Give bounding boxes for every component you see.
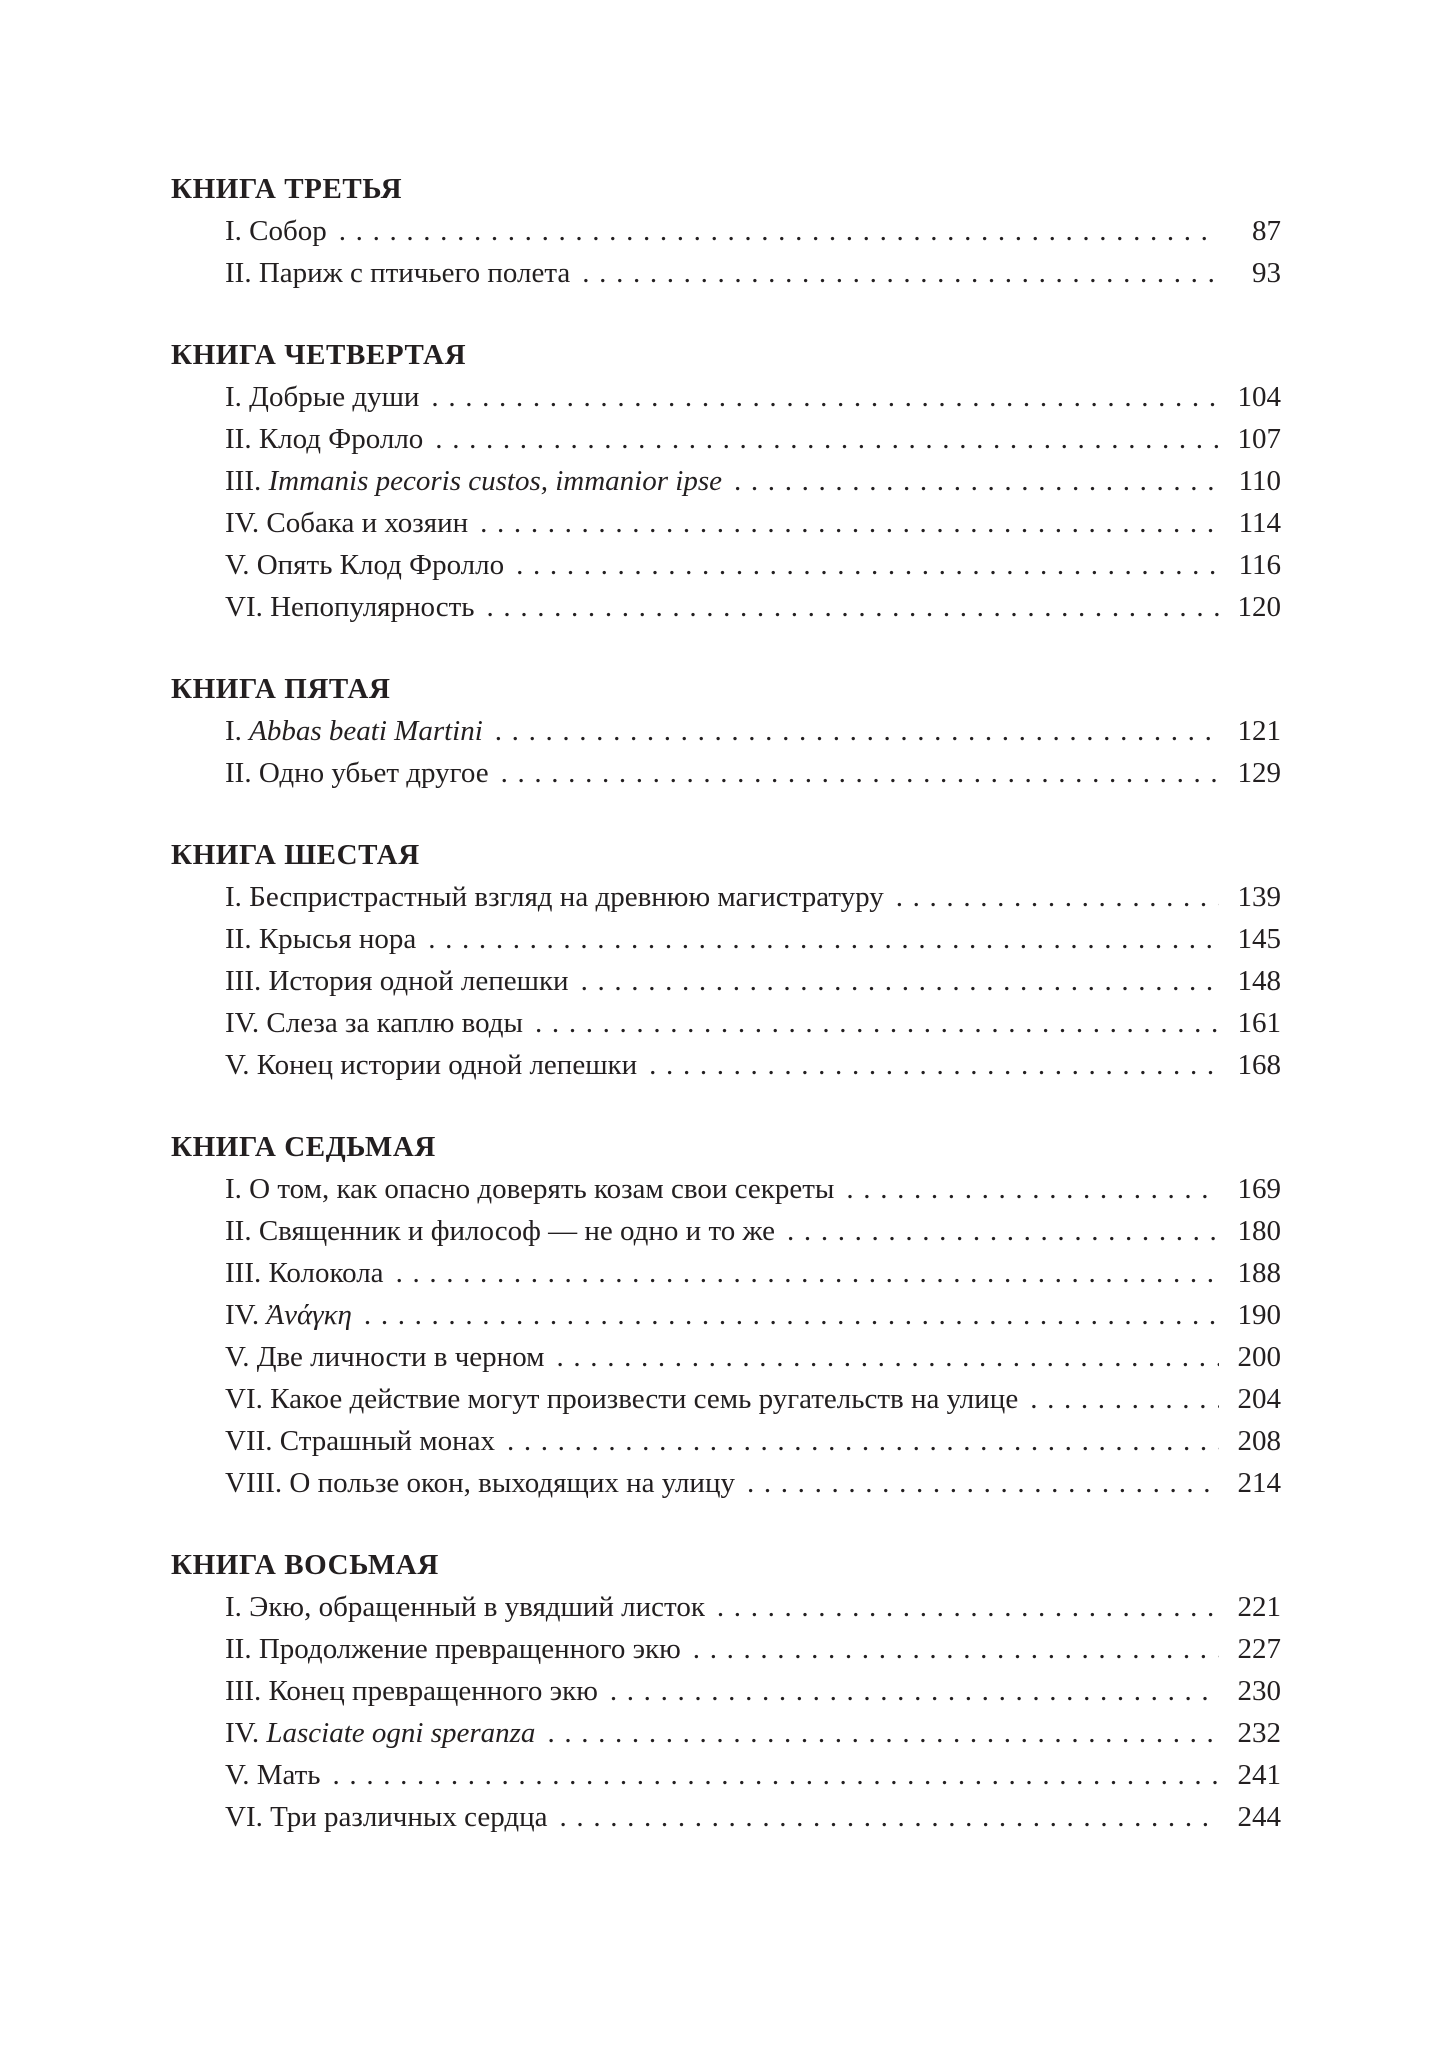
chapter-title: О том, как опасно доверять козам свои секреты: [249, 1173, 835, 1205]
toc-entry: [171, 1420, 1281, 1462]
page-number: 114: [1238, 507, 1281, 539]
page-number: 145: [1237, 923, 1281, 955]
toc-entry: [171, 960, 1281, 1002]
chapter-number: VI.: [225, 1801, 263, 1833]
chapter-number: IV.: [225, 1007, 260, 1039]
book-section: [171, 334, 1281, 628]
chapter-number: V.: [225, 1341, 250, 1373]
page-number: 87: [1252, 215, 1281, 247]
toc-entry: [171, 1670, 1281, 1712]
page-number: 244: [1237, 1801, 1281, 1833]
page-number: 121: [1237, 715, 1281, 747]
dot-leader: [364, 1294, 1219, 1336]
page-number: 116: [1238, 549, 1281, 581]
dot-leader: [339, 210, 1219, 252]
dot-leader: [1030, 1378, 1219, 1420]
chapter-title: Священник и философ — не одно и то же: [258, 1215, 776, 1247]
chapter-title: Мать: [256, 1759, 321, 1791]
chapter-title: Добрые души: [249, 381, 420, 413]
chapter-title: Собака и хозяин: [266, 507, 469, 539]
toc-entry: [171, 1796, 1281, 1838]
dot-leader: [435, 418, 1219, 460]
chapter-title: Клод Фролло: [258, 423, 424, 455]
toc-entry: [171, 502, 1281, 544]
dot-leader: [501, 752, 1219, 794]
chapter-number: IV.: [225, 1717, 260, 1749]
chapter-title: Слеза за каплю воды: [266, 1007, 524, 1039]
dot-leader: [560, 1796, 1219, 1838]
dot-leader: [431, 376, 1219, 418]
chapter-title: Экю, обращенный в увядший листок: [249, 1591, 705, 1623]
page-number: 148: [1237, 965, 1281, 997]
chapter-number: III.: [225, 965, 262, 997]
chapter-title: Конец истории одной лепешки: [256, 1049, 638, 1081]
chapter-title: Непопулярность: [270, 591, 475, 623]
page-number: 93: [1252, 257, 1281, 289]
chapter-number: II.: [225, 1215, 252, 1247]
toc-entry: [171, 418, 1281, 460]
chapter-title: Страшный монах: [279, 1425, 495, 1457]
dot-leader: [896, 876, 1219, 918]
page-number: 168: [1237, 1049, 1281, 1081]
book-title: КНИГА ШЕСТАЯ: [171, 839, 420, 871]
chapter-title: Крысья нора: [258, 923, 417, 955]
page-number: 180: [1237, 1215, 1281, 1247]
chapter-title: Три различных сердца: [270, 1801, 548, 1833]
chapter-title: Собор: [249, 215, 327, 247]
book-title: КНИГА ПЯТАЯ: [171, 673, 391, 705]
page-number: 169: [1237, 1173, 1281, 1205]
book-section: [171, 168, 1281, 294]
chapter-number: IV.: [225, 507, 260, 539]
page-number: 221: [1237, 1591, 1281, 1623]
book-section: [171, 1126, 1281, 1504]
chapter-number: II.: [225, 1633, 252, 1665]
dot-leader: [747, 1462, 1219, 1504]
page-number: 129: [1237, 757, 1281, 789]
chapter-title: Продолжение превращенного экю: [258, 1633, 681, 1665]
toc-entry: [171, 544, 1281, 586]
chapter-title: Конец превращенного экю: [268, 1675, 598, 1707]
page-number: 139: [1237, 881, 1281, 913]
book-title: КНИГА ЧЕТВЕРТАЯ: [171, 339, 467, 371]
toc-entry: [171, 1712, 1281, 1754]
toc-entry: [171, 1168, 1281, 1210]
toc-entry: [171, 1754, 1281, 1796]
dot-leader: [480, 502, 1219, 544]
page-number: 230: [1237, 1675, 1281, 1707]
dot-leader: [787, 1210, 1219, 1252]
toc-entry: [171, 1628, 1281, 1670]
chapter-number: II.: [225, 757, 252, 789]
toc-entry: [171, 1378, 1281, 1420]
dot-leader: [846, 1168, 1219, 1210]
chapter-number: VI.: [225, 591, 263, 623]
chapter-title: Опять Клод Фролло: [256, 549, 505, 581]
chapter-number: VIII.: [225, 1467, 283, 1499]
page-number: 204: [1237, 1383, 1281, 1415]
dot-leader: [547, 1712, 1219, 1754]
chapter-number: III.: [225, 1257, 262, 1289]
toc-entry: [171, 918, 1281, 960]
page-number: 232: [1237, 1717, 1281, 1749]
chapter-number: III.: [225, 465, 262, 497]
chapter-title: Колокола: [268, 1257, 384, 1289]
dot-leader: [649, 1044, 1219, 1086]
chapter-number: I.: [225, 881, 242, 913]
page-number: 214: [1237, 1467, 1281, 1499]
book-title: КНИГА ВОСЬМАЯ: [171, 1549, 439, 1581]
chapter-title: Беспристрастный взгляд на древнюю магистратуру: [249, 881, 884, 913]
book-section: [171, 668, 1281, 794]
chapter-number: II.: [225, 923, 252, 955]
chapter-number: II.: [225, 423, 252, 455]
toc-entry: [171, 1002, 1281, 1044]
chapter-title: Immanis pecoris custos, immanior ipse: [268, 465, 722, 497]
chapter-number: II.: [225, 257, 252, 289]
chapter-title: История одной лепешки: [268, 965, 569, 997]
dot-leader: [535, 1002, 1219, 1044]
book-title: КНИГА СЕДЬМАЯ: [171, 1131, 436, 1163]
dot-leader: [333, 1754, 1219, 1796]
dot-leader: [610, 1670, 1219, 1712]
toc-entry: [171, 1044, 1281, 1086]
page-number: 161: [1237, 1007, 1281, 1039]
toc-entry: [171, 1336, 1281, 1378]
table-of-contents: [171, 168, 1281, 1838]
chapter-title: О пользе окон, выходящих на улицу: [289, 1467, 735, 1499]
dot-leader: [495, 710, 1219, 752]
page-number: 104: [1237, 381, 1281, 413]
page-number: 227: [1237, 1633, 1281, 1665]
book-section: [171, 1544, 1281, 1838]
toc-entry: [171, 876, 1281, 918]
dot-leader: [507, 1420, 1219, 1462]
chapter-number: VI.: [225, 1383, 263, 1415]
chapter-title: Две личности в черном: [256, 1341, 545, 1373]
chapter-title: Одно убьет другое: [258, 757, 489, 789]
page-number: 241: [1237, 1759, 1281, 1791]
page-number: 107: [1237, 423, 1281, 455]
dot-leader: [487, 586, 1219, 628]
toc-entry: [171, 1210, 1281, 1252]
chapter-number: V.: [225, 549, 250, 581]
book-title: КНИГА ТРЕТЬЯ: [171, 173, 403, 205]
page-number: 208: [1237, 1425, 1281, 1457]
dot-leader: [717, 1586, 1219, 1628]
toc-entry: [171, 710, 1281, 752]
chapter-number: III.: [225, 1675, 262, 1707]
page-number: 110: [1238, 465, 1281, 497]
dot-leader: [428, 918, 1219, 960]
chapter-number: I.: [225, 1173, 242, 1205]
toc-entry: [171, 1294, 1281, 1336]
chapter-number: I.: [225, 1591, 242, 1623]
chapter-number: IV.: [225, 1299, 260, 1331]
chapter-number: I.: [225, 215, 242, 247]
toc-entry: [171, 376, 1281, 418]
chapter-title: Abbas beati Martini: [249, 715, 483, 747]
chapter-number: V.: [225, 1049, 250, 1081]
dot-leader: [693, 1628, 1219, 1670]
dot-leader: [581, 960, 1219, 1002]
toc-entry: [171, 460, 1281, 502]
chapter-number: I.: [225, 715, 242, 747]
chapter-title: Lasciate ogni speranza: [266, 1717, 536, 1749]
toc-entry: [171, 1252, 1281, 1294]
toc-entry: [171, 252, 1281, 294]
chapter-title: Ἀνάγκη: [266, 1299, 352, 1331]
chapter-number: I.: [225, 381, 242, 413]
page-number: 188: [1237, 1257, 1281, 1289]
book-section: [171, 834, 1281, 1086]
toc-list: [171, 168, 1281, 1838]
toc-entry: [171, 1462, 1281, 1504]
page-number: 190: [1237, 1299, 1281, 1331]
page-number: 200: [1237, 1341, 1281, 1373]
chapter-title: Париж с птичьего полета: [258, 257, 571, 289]
dot-leader: [734, 460, 1219, 502]
chapter-number: VII.: [225, 1425, 273, 1457]
dot-leader: [516, 544, 1219, 586]
page-number: 120: [1237, 591, 1281, 623]
dot-leader: [557, 1336, 1220, 1378]
chapter-title: Какое действие могут произвести семь ругательств на улице: [270, 1383, 1019, 1415]
toc-entry: [171, 1586, 1281, 1628]
chapter-number: V.: [225, 1759, 250, 1791]
dot-leader: [396, 1252, 1219, 1294]
dot-leader: [582, 252, 1219, 294]
toc-entry: [171, 752, 1281, 794]
toc-entry: [171, 210, 1281, 252]
toc-entry: [171, 586, 1281, 628]
